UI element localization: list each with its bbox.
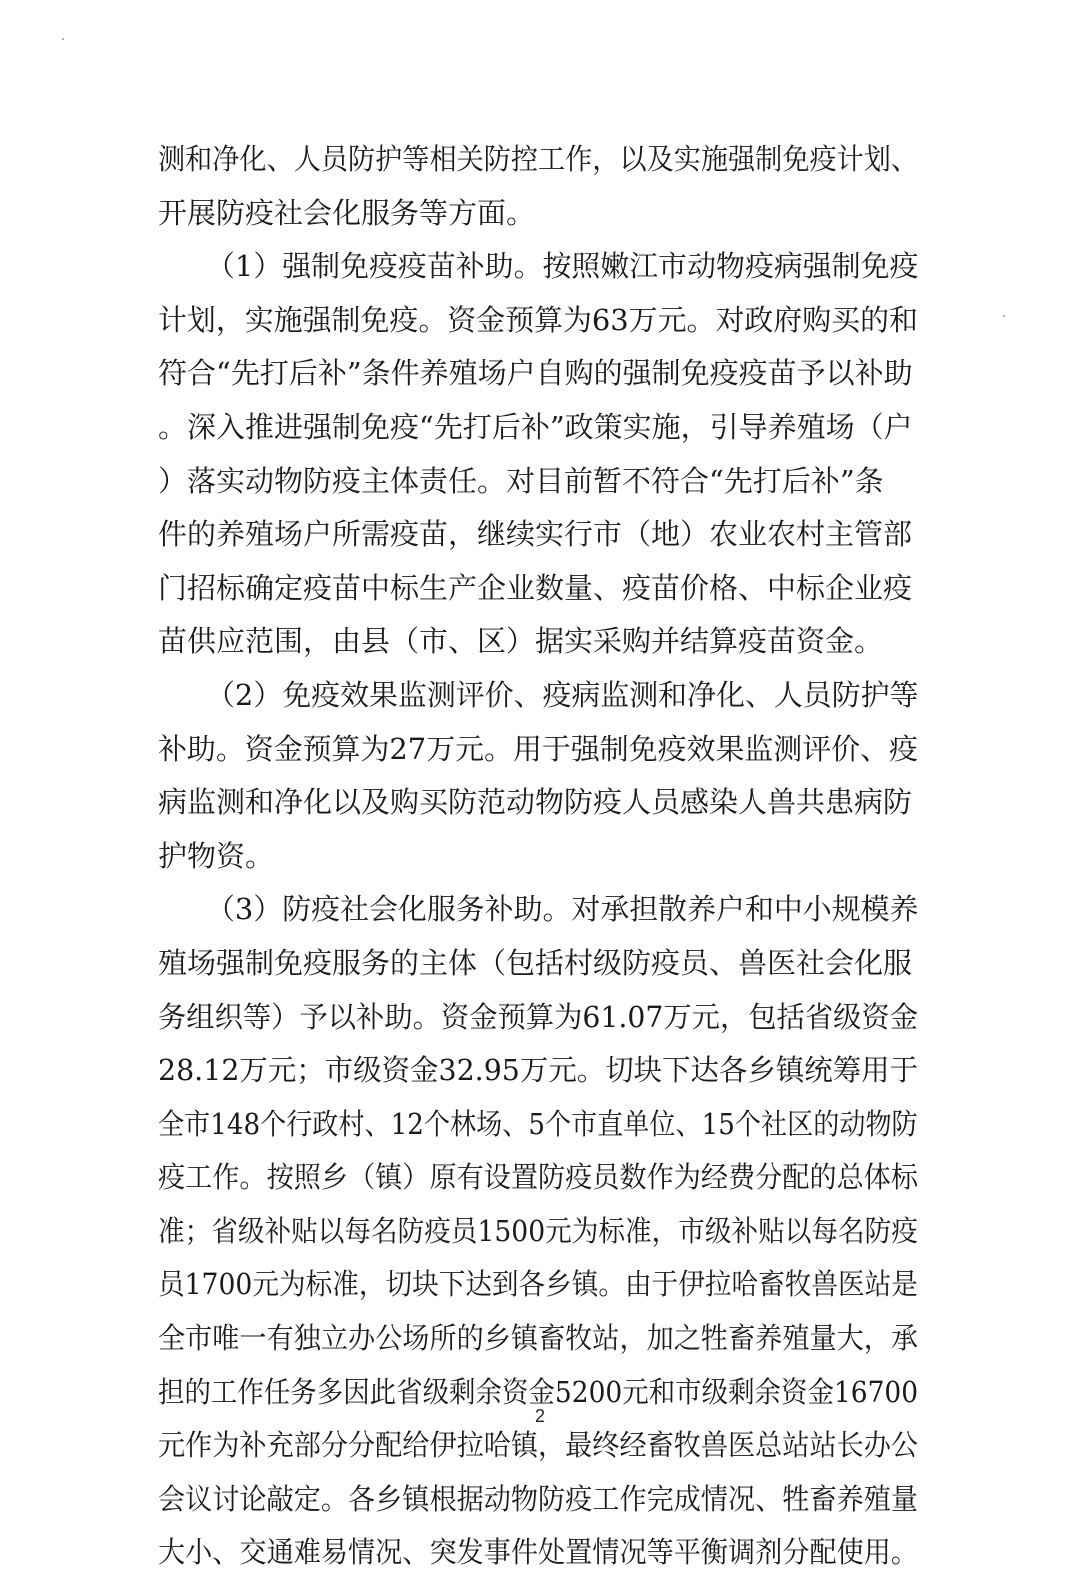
text-line: 。深入推进强制免疫“先打后补”政策实施，引导养殖场（户: [158, 409, 913, 444]
text-line: 病监测和净化以及购买防范动物防疫人员感染人兽共患病防: [158, 785, 913, 820]
text-line: 件的养殖场户所需疫苗，继续实行市（地）农业农村主管部: [158, 517, 913, 552]
text-line: 28.12万元；市级资金32.95万元。切块下达各乡镇统筹用于: [158, 1053, 919, 1088]
text-line: 务组织等）予以补助。资金预算为61.07万元，包括省级资金: [158, 999, 919, 1034]
text-line: 殖场强制免疫服务的主体（包括村级防疫员、兽医社会化服: [158, 945, 913, 980]
text-line: ）落实动物防疫主体责任。对目前暂不符合“先打后补”条: [158, 463, 884, 498]
text-line: 全市148个行政村、12个林场、5个市直单位、15个社区的动物防: [158, 1106, 918, 1141]
text-line: 疫工作。按照乡（镇）原有设置防疫员数作为经费分配的总体标: [158, 1160, 919, 1195]
page-number: 2: [534, 1406, 545, 1426]
text-line: 大小、交通难易情况、突发事件处置情况等平衡调剂分配使用。: [158, 1535, 919, 1570]
text-line: 补助。资金预算为27万元。用于强制免疫效果监测评价、疫: [158, 731, 918, 766]
text-line: 计划，实施强制免疫。资金预算为63万元。对政府购买的和: [158, 302, 918, 337]
scan-speck: [62, 38, 64, 40]
text-line: 符合“先打后补”条件养殖场户自购的强制免疫疫苗予以补助: [158, 356, 913, 391]
text-line: 会议讨论敲定。各乡镇根据动物防疫工作完成情况、牲畜养殖量: [158, 1481, 919, 1516]
text-line: 护物资。: [158, 838, 275, 873]
body-text: [158, 133, 918, 1580]
text-line: 准；省级补贴以每名防疫员1500元为标准，市级补贴以每名防疫: [158, 1213, 918, 1248]
text-line: 门招标确定疫苗中标生产企业数量、疫苗价格、中标企业疫: [158, 570, 913, 605]
text-line: 员1700元为标准，切块下达到各乡镇。由于伊拉哈畜牧兽医站是: [158, 1267, 918, 1302]
paragraph-2-line: （2）免疫效果监测评价、疫病监测和净化、人员防护等: [206, 677, 919, 712]
text-line: 测和净化、人员防护等相关防控工作，以及实施强制免疫计划、: [158, 142, 919, 176]
text-line: 开展防疫社会化服务等方面。: [158, 195, 536, 230]
text-line: 担的工作任务多因此省级剩余资金5200元和市级剩余资金16700: [158, 1374, 919, 1409]
paragraph-3-line: （3）防疫社会化服务补助。对承担散养户和中小规模养: [206, 892, 919, 927]
scan-speck: [1003, 315, 1005, 317]
text-line: 全市唯一有独立办公场所的乡镇畜牧站，加之牲畜养殖量大，承: [158, 1321, 919, 1356]
text-line: 元作为补充部分分配给伊拉哈镇，最终经畜牧兽医总站站长办公: [158, 1428, 919, 1463]
paragraph-1-line: （1）强制免疫疫苗补助。按照嫩江市动物疫病强制免疫: [206, 249, 919, 284]
text-line: 苗供应范围，由县（市、区）据实采购并结算疫苗资金。: [158, 624, 884, 659]
